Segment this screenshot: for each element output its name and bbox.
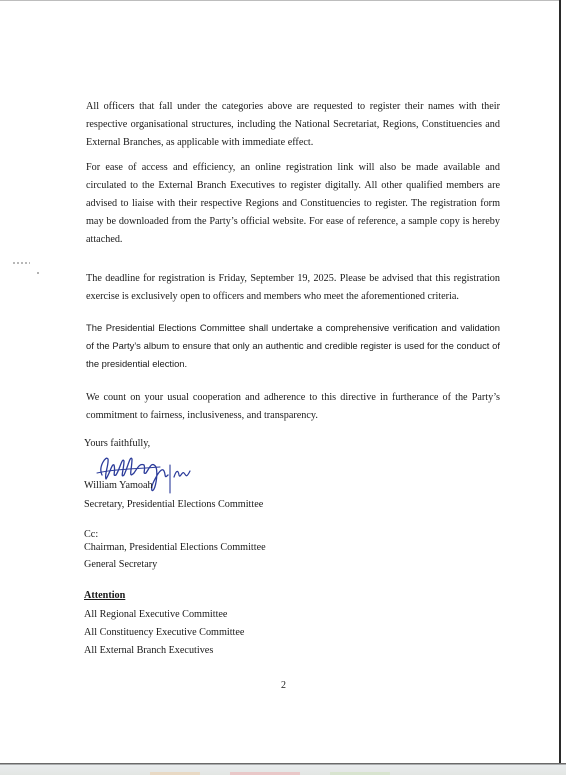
paragraph-online-registration: For ease of access and efficiency, an online registration link will also be made available and circulated to the External Branch Executives to register digitally. All other qualified members are advised to liaise with their respective Regions and Constituencies to register. The registration form may be downloaded from the Party’s official website. For ease of reference, a sample copy is hereby attached. <box>86 162 500 245</box>
paragraph-cooperation: We count on your usual cooperation and adherence to this directive in furtherance of the Party’s commitment to fairness, inclusiveness, and transparency. <box>86 392 500 421</box>
next-page-edge <box>0 763 566 775</box>
page-top-edge <box>0 0 561 1</box>
cc-item: General Secretary <box>84 559 158 570</box>
signer-title: Secretary, Presidential Elections Committee <box>84 499 264 510</box>
closing-salutation: Yours faithfully, <box>84 438 151 449</box>
attention-heading: Attention <box>84 590 126 601</box>
cc-item: Chairman, Presidential Elections Committee <box>84 542 266 553</box>
page-right-edge <box>559 0 561 765</box>
cc-label: Cc: <box>84 529 99 540</box>
attention-item: All External Branch Executives <box>84 645 214 656</box>
attention-item: All Regional Executive Committee <box>84 609 228 620</box>
attention-item: All Constituency Executive Committee <box>84 627 245 638</box>
paragraph-verification: The Presidential Elections Committee shall undertake a comprehensive verification and validation of the Party’s album to ensure that only an authentic and credible register is used for the conduct of the presidential election. <box>86 322 500 369</box>
paragraph-registration-request: All officers that fall under the categories above are requested to register their names with their respective organisational structures, including the National Secretariat, Regions, Constituencies and External Branches, as applicable with immediate effect. <box>86 101 500 148</box>
signer-name: William Yamoah <box>84 480 153 491</box>
scan-artifact <box>37 272 39 274</box>
scan-artifact <box>12 262 30 264</box>
page-number: 2 <box>281 680 286 691</box>
paragraph-deadline: The deadline for registration is Friday, September 19, 2025. Please be advised that this registration exercise is exclusively open to officers and members who meet the aforementioned criteria. <box>86 273 500 302</box>
